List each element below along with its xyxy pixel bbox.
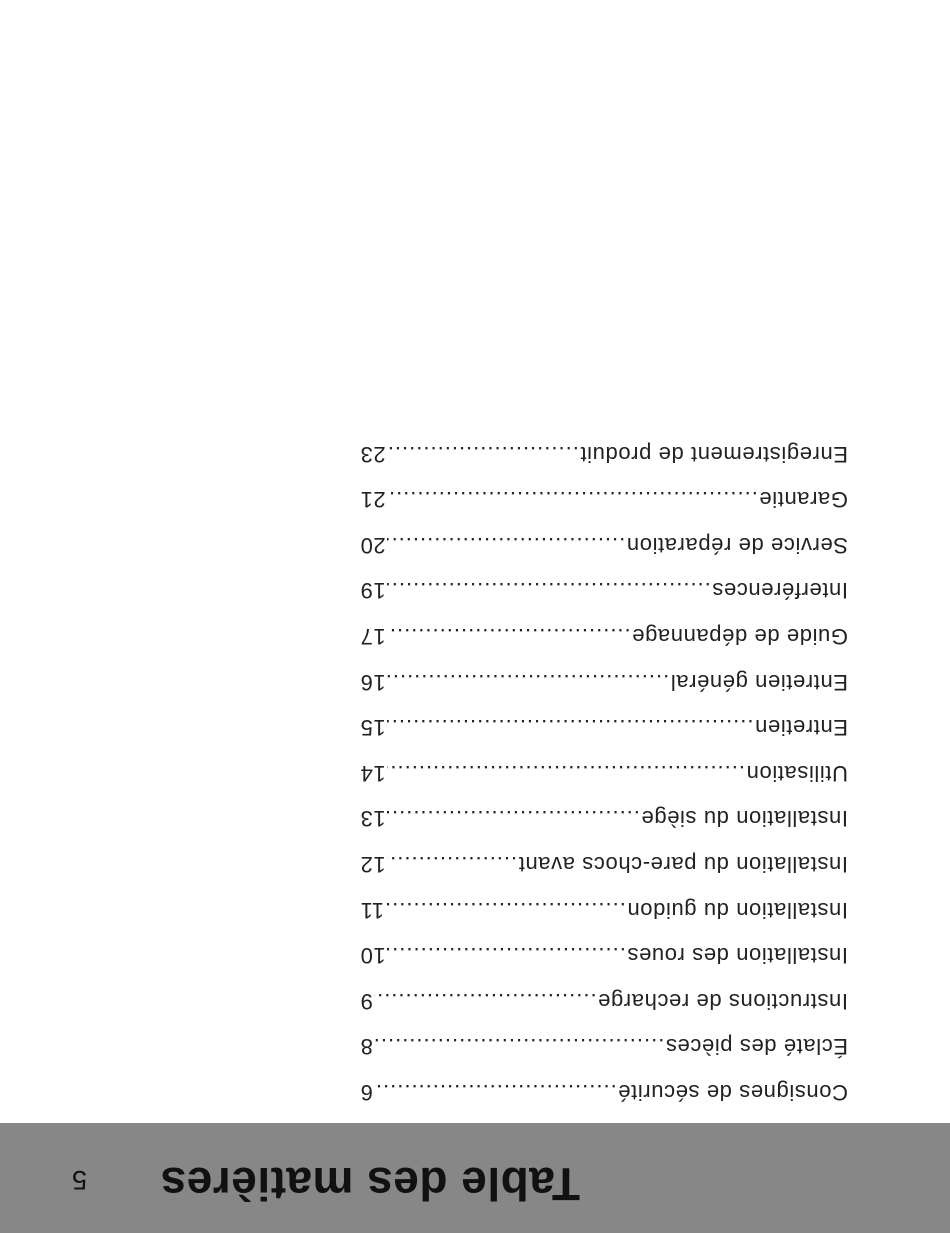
toc-entry-label: Guide de dépannage <box>631 624 848 650</box>
toc-entry-page: 21 <box>360 487 386 513</box>
dot-leader <box>387 942 626 968</box>
toc-entry-label: Consignes de sécurité <box>617 1080 848 1105</box>
dot-leader <box>387 623 631 649</box>
dot-leader <box>374 1079 617 1105</box>
toc-entry-label: Installation du guidon <box>626 897 848 923</box>
dot-leader <box>387 851 517 877</box>
toc-entry-interferences <box>360 558 848 604</box>
table-of-contents <box>360 421 848 1105</box>
dot-leader <box>387 441 579 467</box>
toc-entry-installation-des-roues <box>360 923 848 969</box>
toc-entry-page: 14 <box>360 760 386 786</box>
dot-leader <box>385 897 626 923</box>
toc-entry-page: 23 <box>360 441 386 467</box>
dot-leader <box>387 532 626 558</box>
toc-entry-label: Garantie <box>758 487 848 513</box>
toc-entry-page: 17 <box>360 624 386 650</box>
toc-entry-utilisation <box>360 740 848 786</box>
toc-entry-page: 19 <box>360 578 386 604</box>
dot-leader <box>387 577 711 603</box>
dot-leader <box>374 1033 665 1059</box>
toc-entry-label: Instructions de recharge <box>597 988 848 1014</box>
toc-entry-page: 16 <box>360 669 386 695</box>
toc-entry-installation-du-siege <box>360 786 848 832</box>
dot-leader <box>387 669 670 695</box>
header-band <box>0 1123 950 1233</box>
dot-leader <box>387 486 758 512</box>
toc-entry-enregistrement-de-produit <box>360 421 848 467</box>
toc-entry-page: 8 <box>360 1034 373 1060</box>
toc-entry-eclate-des-pieces <box>360 1014 848 1060</box>
toc-entry-installation-du-pare-chocs-avant <box>360 831 848 877</box>
toc-entry-label: Installation du pare-chocs avant <box>518 852 848 878</box>
dot-leader <box>374 988 597 1014</box>
toc-entry-page: 13 <box>360 806 386 832</box>
toc-entry-entretien-general <box>360 649 848 695</box>
toc-entry-entretien <box>360 695 848 741</box>
toc-entry-label: Service de réparation <box>626 532 848 558</box>
toc-entry-label: Entretien général <box>670 669 848 695</box>
toc-entry-label: Entretien <box>754 715 848 741</box>
toc-entry-page: 20 <box>360 532 386 558</box>
toc-entry-label: Installation du siège <box>640 806 848 832</box>
page-title: Table des matières <box>160 1158 580 1210</box>
toc-entry-label: Éclaté des pièces <box>665 1034 848 1060</box>
toc-entry-instructions-de-recharge <box>360 968 848 1014</box>
toc-entry-page: 10 <box>360 943 386 969</box>
toc-entry-guide-de-depannage <box>360 603 848 649</box>
toc-entry-page: 15 <box>360 715 386 741</box>
page-number: 5 <box>71 1165 87 1195</box>
toc-entry-page: 11 <box>360 897 385 923</box>
toc-entry-label: Interférences <box>711 578 848 604</box>
toc-entry-label: Installation des roues <box>626 943 848 969</box>
toc-entry-label: Enregistrement de produit <box>579 441 848 467</box>
toc-entry-service-de-reparation <box>360 512 848 558</box>
dot-leader <box>387 805 640 831</box>
toc-entry-installation-du-guidon <box>360 877 848 923</box>
toc-entry-label: Utilisation <box>746 760 848 786</box>
toc-entry-consignes-de-securite <box>360 1059 848 1105</box>
toc-entry-garantie <box>360 467 848 513</box>
dot-leader <box>387 714 754 740</box>
toc-entry-page: 9 <box>360 988 373 1014</box>
toc-entry-page: 12 <box>360 852 386 878</box>
toc-entry-page: 6 <box>360 1080 373 1105</box>
dot-leader <box>387 760 745 786</box>
